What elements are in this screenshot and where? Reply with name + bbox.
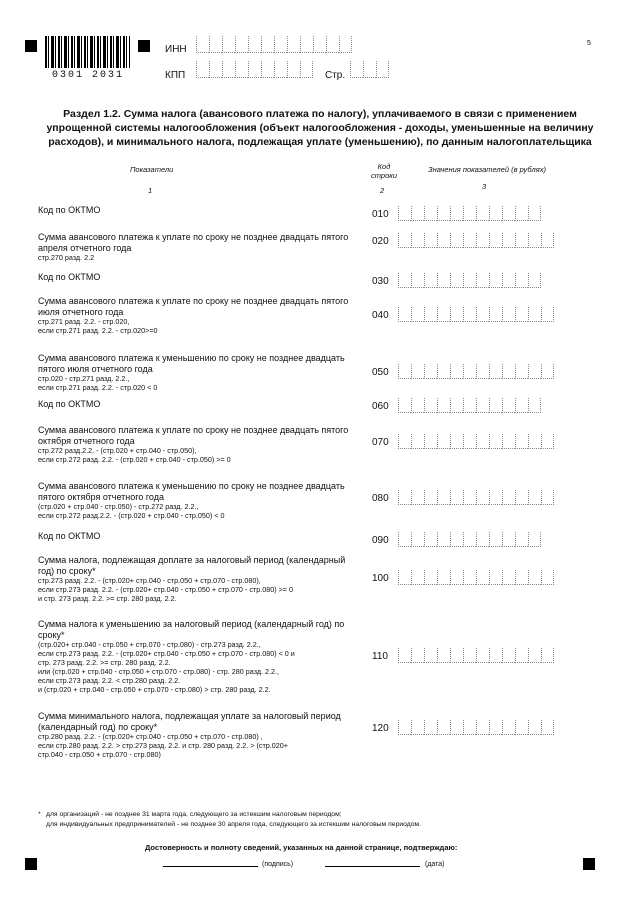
indicator-label [38,232,363,262]
column-header-line-code: Код строки [371,162,397,180]
value-cell[interactable] [437,273,450,288]
value-cells[interactable] [398,233,554,248]
value-cell[interactable] [489,532,502,547]
value-cell[interactable] [398,206,411,221]
value-cell[interactable] [515,273,528,288]
value-cell[interactable] [476,570,489,585]
indicator-formula-line: если стр.271 разд. 2.2. - стр.020 < 0 [38,383,158,392]
value-cell[interactable] [489,720,502,735]
value-cell[interactable] [489,434,502,449]
indicator-main-text: Код по ОКТМО [38,531,101,541]
value-cell[interactable] [528,434,541,449]
input-cell[interactable] [300,61,313,78]
indicator-formula-line: если стр.273 разд. 2.2. - (стр.020+ стр.040 - стр.050 + стр.070 - стр.080) < 0 и [38,649,295,658]
value-cell[interactable] [411,570,424,585]
indicator-main-text: Сумма авансового платежа к уплате по сроку не позднее двадцать пятого октября отчетного года [38,425,349,446]
input-cell[interactable] [274,61,287,78]
footnote-line-2: для индивидуальных предпринимателей - не позднее 30 апреля года, следующего за истекшим налоговым периодом. [46,821,422,828]
value-cell[interactable] [476,273,489,288]
line-code: 010 [372,209,389,220]
value-cell[interactable] [502,307,515,322]
value-cell[interactable] [502,570,515,585]
input-cell[interactable] [287,36,300,53]
value-cell[interactable] [541,307,554,322]
value-cell[interactable] [463,273,476,288]
value-cell[interactable] [424,648,437,663]
value-cell[interactable] [398,532,411,547]
value-cell[interactable] [476,434,489,449]
value-cell[interactable] [437,490,450,505]
line-code: 120 [372,723,389,734]
value-cells[interactable] [398,570,554,585]
value-cell[interactable] [398,434,411,449]
value-cell[interactable] [463,206,476,221]
kpp-cells[interactable] [196,61,313,78]
input-cell[interactable] [196,61,209,78]
value-cell[interactable] [541,434,554,449]
value-cell[interactable] [502,648,515,663]
value-cell[interactable] [476,307,489,322]
line-code: 030 [372,276,389,287]
input-cell[interactable] [248,61,261,78]
value-cell[interactable] [515,720,528,735]
value-cell[interactable] [411,233,424,248]
value-cell[interactable] [528,532,541,547]
indicator-main-text: Код по ОКТМО [38,272,101,282]
indicator-formula-line: стр.271 разд. 2.2. - стр.020, [38,317,130,326]
section-title: Раздел 1.2. Сумма налога (авансового платежа по налогу), уплачиваемого в связи с применением упрощенной системы налогообложения (объект налогообложения - доходы, уменьшенные на величину расходов), и минимального налога, подлежащая уплате (уменьшению), по данным налогоплательщика [46,108,594,148]
line-code: 060 [372,401,389,412]
value-cell[interactable] [424,273,437,288]
value-cell[interactable] [463,532,476,547]
value-cell[interactable] [463,570,476,585]
value-cell[interactable] [437,532,450,547]
column-number-3: 3 [482,182,487,191]
value-cell[interactable] [502,364,515,379]
value-cell[interactable] [528,206,541,221]
line-code: 080 [372,493,389,504]
value-cell[interactable] [502,206,515,221]
footnote-star: * [38,811,41,818]
value-cell[interactable] [424,532,437,547]
value-cell[interactable] [463,307,476,322]
value-cell[interactable] [528,398,541,413]
indicator-label [38,399,363,410]
value-cell[interactable] [398,233,411,248]
column-header-values: Значения показателей (в рублях) [428,165,546,174]
indicator-formula-line: если стр.271 разд. 2.2. - стр.020>=0 [38,326,158,335]
value-cell[interactable] [476,532,489,547]
value-cell[interactable] [437,364,450,379]
indicator-formula-line: стр.273 разд. 2.2. - (стр.020+ стр.040 - стр.050 + стр.070 - стр.080), [38,576,261,585]
value-cell[interactable] [437,648,450,663]
value-cells[interactable] [398,273,541,288]
value-cell[interactable] [437,206,450,221]
value-cell[interactable] [502,720,515,735]
value-cell[interactable] [528,364,541,379]
line-code: 020 [372,236,389,247]
value-cell[interactable] [476,233,489,248]
value-cell[interactable] [515,648,528,663]
value-cells[interactable] [398,648,554,663]
value-cells[interactable] [398,206,541,221]
value-cell[interactable] [476,206,489,221]
page-label: Стр. [325,70,346,81]
line-code: 100 [372,573,389,584]
input-cell[interactable] [339,36,352,53]
input-cell[interactable] [313,36,326,53]
indicator-formula-line: стр.272 разд.2.2. - (стр.020 + стр.040 - стр.050), [38,446,197,455]
value-cell[interactable] [541,490,554,505]
value-cell[interactable] [463,490,476,505]
value-cell[interactable] [515,206,528,221]
value-cells[interactable] [398,490,554,505]
value-cell[interactable] [424,364,437,379]
value-cell[interactable] [476,720,489,735]
value-cell[interactable] [398,648,411,663]
indicator-main-text: Сумма авансового платежа к уплате по сроку не позднее двадцать пятого апреля отчетного года [38,232,349,253]
indicator-main-text: Сумма налога, подлежащая доплате за налоговый период (календарный год) по сроку* [38,555,346,576]
input-cell[interactable] [196,36,209,53]
value-cell[interactable] [515,532,528,547]
indicator-formula-line: стр. 273 разд. 2.2. >= стр. 280 разд. 2.2. [38,658,171,667]
value-cell[interactable] [424,206,437,221]
signature-label: (подпись) [262,861,294,868]
input-cell[interactable] [235,61,248,78]
indicator-formula-line: и стр. 273 разд. 2.2. >= стр. 280 разд. 2.2. [38,594,177,603]
line-code: 040 [372,310,389,321]
value-cell[interactable] [489,307,502,322]
value-cell[interactable] [502,233,515,248]
value-cell[interactable] [502,398,515,413]
inn-label: ИНН [165,44,187,55]
input-cell[interactable] [235,36,248,53]
value-cell[interactable] [515,233,528,248]
value-cell[interactable] [411,206,424,221]
value-cell[interactable] [541,648,554,663]
indicator-label [38,205,363,216]
confirmation-text: Достоверность и полноту сведений, указанных на данной странице, подтверждаю: [145,843,458,852]
value-cell[interactable] [489,364,502,379]
indicator-main-text: Сумма налога к уменьшению за налоговый период (календарный год) по сроку* [38,619,345,640]
line-code: 110 [372,651,388,662]
value-cell[interactable] [489,648,502,663]
value-cell[interactable] [411,273,424,288]
input-cell[interactable] [222,61,235,78]
indicator-main-text: Код по ОКТМО [38,399,101,409]
value-cell[interactable] [411,398,424,413]
value-cell[interactable] [528,648,541,663]
value-cells[interactable] [398,307,554,322]
value-cell[interactable] [489,206,502,221]
indicator-formula-line: если стр.273 разд. 2.2. - (стр.020+ стр.040 - стр.050 + стр.070 - стр.080) >= 0 [38,585,293,594]
value-cell[interactable] [450,434,463,449]
input-cell[interactable] [209,61,222,78]
value-cell[interactable] [541,233,554,248]
value-cell[interactable] [450,532,463,547]
value-cell[interactable] [515,398,528,413]
barcode [45,36,130,68]
value-cell[interactable] [489,570,502,585]
value-cell[interactable] [411,532,424,547]
value-cell[interactable] [437,570,450,585]
indicator-label [38,481,363,520]
value-cell[interactable] [450,364,463,379]
line-code: 050 [372,367,389,378]
registration-marker-bottom-right [583,858,595,870]
indicator-formula-line: если стр.272 разд.2.2. - (стр.020 + стр.040 - стр.050) < 0 [38,511,225,520]
value-cell[interactable] [489,490,502,505]
footnote-line-1: для организаций - не позднее 31 марта года, следующего за истекшим налоговым периодом; [46,811,342,818]
value-cell[interactable] [398,490,411,505]
value-cell[interactable] [398,364,411,379]
value-cell[interactable] [450,570,463,585]
value-cell[interactable] [489,273,502,288]
indicator-label [38,296,363,335]
value-cell[interactable] [437,233,450,248]
indicator-formula-line: стр.040 - стр.050 + стр.070 - стр.080) [38,750,161,759]
inn-cells[interactable] [196,36,352,53]
input-cell[interactable] [300,36,313,53]
indicator-formula-line: и (стр.020 + стр.040 - стр.050 + стр.070 - стр.080) > стр. 280 разд. 2.2. [38,685,271,694]
registration-marker-top-left [25,40,37,52]
value-cells[interactable] [398,434,554,449]
input-cell[interactable] [376,61,389,78]
indicator-main-text: Код по ОКТМО [38,205,101,215]
value-cell[interactable] [450,233,463,248]
value-cell[interactable] [541,364,554,379]
value-cells[interactable] [398,398,541,413]
value-cell[interactable] [489,233,502,248]
value-cell[interactable] [515,490,528,505]
value-cell[interactable] [463,648,476,663]
input-cell[interactable] [326,36,339,53]
value-cell[interactable] [528,720,541,735]
value-cell[interactable] [489,398,502,413]
value-cell[interactable] [515,434,528,449]
date-field[interactable] [325,866,420,867]
value-cells[interactable] [398,364,554,379]
value-cell[interactable] [424,398,437,413]
value-cell[interactable] [450,490,463,505]
signature-field[interactable] [163,866,258,867]
value-cell[interactable] [502,273,515,288]
value-cell[interactable] [502,434,515,449]
indicator-label [38,531,363,542]
value-cell[interactable] [476,364,489,379]
value-cell[interactable] [528,233,541,248]
indicator-formula-line: если стр.280 разд. 2.2. > стр.273 разд. 2.2. и стр. 280 разд. 2.2. > (стр.020+ [38,741,288,750]
indicator-label [38,425,363,464]
value-cell[interactable] [450,206,463,221]
value-cell[interactable] [424,720,437,735]
value-cell[interactable] [411,648,424,663]
value-cell[interactable] [450,273,463,288]
value-cell[interactable] [437,434,450,449]
input-cell[interactable] [261,61,274,78]
value-cell[interactable] [411,434,424,449]
value-cell[interactable] [411,364,424,379]
value-cell[interactable] [463,364,476,379]
line-code: 070 [372,437,389,448]
value-cell[interactable] [424,233,437,248]
indicator-formula-line: если стр.272 разд. 2.2. - (стр.020 + стр.040 - стр.050) >= 0 [38,455,231,464]
indicator-main-text: Сумма авансового платежа к уменьшению по сроку не позднее двадцать пятого июля отчетного года [38,353,345,374]
input-cell[interactable] [287,61,300,78]
value-cell[interactable] [502,532,515,547]
indicator-formula-line: если стр.273 разд. 2.2. < стр.280 разд. 2.2. [38,676,181,685]
registration-marker-bottom-left [25,858,37,870]
value-cell[interactable] [437,720,450,735]
indicator-label [38,555,363,603]
input-cell[interactable] [261,36,274,53]
value-cell[interactable] [411,720,424,735]
value-cell[interactable] [463,434,476,449]
input-cell[interactable] [248,36,261,53]
value-cell[interactable] [528,307,541,322]
value-cell[interactable] [463,720,476,735]
column-header-indicators: Показатели [130,165,174,174]
value-cell[interactable] [463,398,476,413]
indicator-label [38,711,363,759]
registration-marker-top-mid [138,40,150,52]
value-cell[interactable] [398,273,411,288]
indicator-formula-line: стр.280 разд. 2.2. - (стр.020+ стр.040 - стр.050 + стр.070 - стр.080) , [38,732,263,741]
indicator-main-text: Сумма авансового платежа к уменьшению по сроку не позднее двадцать пятого октября отчетного года [38,481,345,502]
value-cell[interactable] [450,720,463,735]
value-cell[interactable] [424,490,437,505]
value-cells[interactable] [398,720,554,735]
indicator-formula-line: стр.270 разд. 2.2 [38,253,95,262]
indicator-label [38,619,363,694]
value-cell[interactable] [528,490,541,505]
line-code: 090 [372,535,389,546]
indicator-main-text: Сумма минимального налога, подлежащая уплате за налоговый период (календарный год) по сроку* [38,711,341,732]
value-cell[interactable] [476,648,489,663]
column-number-2: 2 [380,186,385,195]
value-cell[interactable] [541,570,554,585]
indicator-formula-line: (стр.020 + стр.040 - стр.050) - стр.272 разд. 2.2., [38,502,199,511]
value-cell[interactable] [528,273,541,288]
page-cells[interactable] [350,61,389,78]
value-cell[interactable] [515,570,528,585]
indicator-formula-line: стр.020 - стр.271 разд. 2.2., [38,374,130,383]
input-cell[interactable] [350,61,363,78]
indicator-main-text: Сумма авансового платежа к уплате по сроку не позднее двадцать пятого июля отчетного года [38,296,349,317]
date-label: (дата) [425,861,445,868]
value-cell[interactable] [398,720,411,735]
value-cell[interactable] [450,648,463,663]
value-cell[interactable] [450,307,463,322]
indicator-formula-line: или (стр.020 + стр.040 - стр.050 + стр.070 - стр.080) - стр. 280 разд. 2.2., [38,667,280,676]
value-cell[interactable] [515,307,528,322]
value-cell[interactable] [411,307,424,322]
value-cell[interactable] [515,364,528,379]
barcode-number: 0301 2031 [52,70,125,81]
value-cell[interactable] [424,570,437,585]
value-cell[interactable] [398,398,411,413]
input-cell[interactable] [222,36,235,53]
input-cell[interactable] [209,36,222,53]
page-number: 5 [587,40,591,47]
value-cell[interactable] [437,398,450,413]
value-cell[interactable] [476,398,489,413]
value-cells[interactable] [398,532,541,547]
value-cell[interactable] [502,490,515,505]
input-cell[interactable] [363,61,376,78]
value-cell[interactable] [437,307,450,322]
value-cell[interactable] [398,570,411,585]
value-cell[interactable] [463,233,476,248]
column-number-1: 1 [148,186,153,195]
indicator-formula-line: (стр.020+ стр.040 - стр.050 + стр.070 - стр.080) - стр.273 разд. 2.2., [38,640,261,649]
value-cell[interactable] [424,434,437,449]
value-cell[interactable] [411,490,424,505]
indicator-label [38,272,363,283]
kpp-label: КПП [165,70,186,81]
input-cell[interactable] [274,36,287,53]
indicator-label [38,353,363,392]
value-cell[interactable] [541,720,554,735]
value-cell[interactable] [450,398,463,413]
value-cell[interactable] [476,490,489,505]
value-cell[interactable] [424,307,437,322]
value-cell[interactable] [398,307,411,322]
value-cell[interactable] [528,570,541,585]
